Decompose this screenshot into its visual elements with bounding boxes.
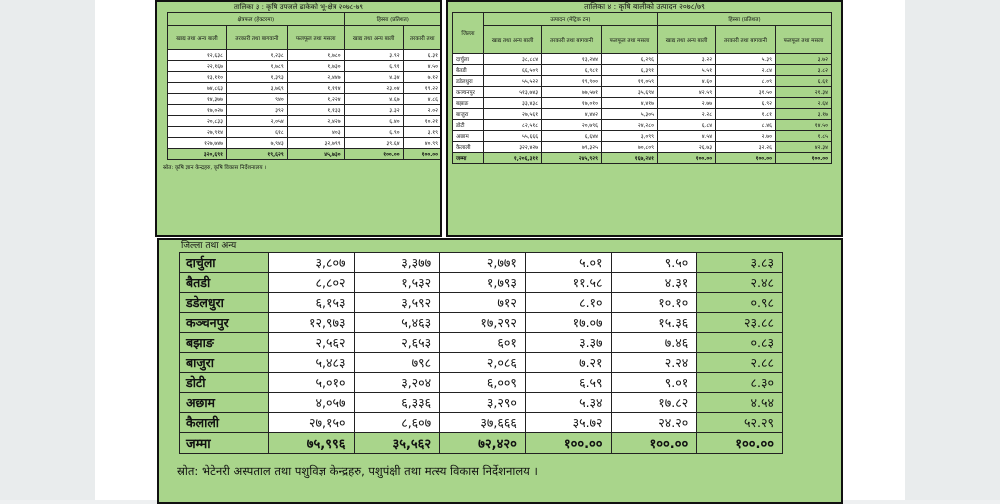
- table-cell: ४.६०: [657, 76, 715, 87]
- table-cell: ७.४६: [611, 333, 697, 353]
- table-cell: ३.८३: [697, 253, 783, 273]
- table-cell: ६०१: [440, 333, 526, 353]
- table-cell: ६,१५३: [268, 293, 354, 313]
- table-cell: कैलाली: [453, 142, 484, 153]
- table3-col3: फलफूल तथा मसला: [287, 26, 344, 50]
- table5-cut-header: जिल्ला तथा अन्य: [181, 241, 237, 251]
- table-cell: ८.४६: [716, 120, 776, 131]
- table4-caption: तालिका ४ : कृषि बालीको उत्पादन २०७८/७९: [584, 2, 705, 11]
- table-cell: ४.५४: [657, 131, 715, 142]
- table-cell: १७,२९२: [440, 313, 526, 333]
- table-cell: ३७,६६६: [440, 413, 526, 433]
- table-cell: ९.५०: [611, 253, 697, 273]
- table-cell: ५.३४: [525, 393, 611, 413]
- table-cell: २३.८८: [697, 313, 783, 333]
- table-cell: जम्मा: [180, 433, 269, 454]
- table-row: [168, 116, 442, 127]
- table-cell: १०.१०: [611, 293, 697, 313]
- table-row: [453, 142, 832, 153]
- table-cell: बाजुरा: [453, 109, 484, 120]
- table-cell: ०.८३: [697, 333, 783, 353]
- table-cell: ९४०: [227, 94, 288, 105]
- table3-group-left: क्षेत्रफल (हेक्टरमा): [168, 13, 345, 26]
- table-cell: ६,६४४: [542, 131, 602, 142]
- table-cell: १०.२१: [403, 116, 441, 127]
- table-cell: १७,०१०: [542, 98, 602, 109]
- table-cell: बझाङ: [180, 333, 269, 353]
- table-row: [180, 293, 783, 313]
- table3-col2: तरकारी तथा बागवानी: [227, 26, 288, 50]
- table4-col3: फलफूल तथा मसला: [601, 26, 657, 54]
- table4-col0: जिल्ला: [453, 13, 484, 54]
- table4-total-row: [453, 153, 832, 164]
- table-cell: ३.२२: [657, 54, 715, 65]
- table-cell: ४.३४: [344, 72, 403, 83]
- table3-col5: तरकारी तथा: [403, 26, 441, 50]
- table-cell: ७२,४२०: [440, 433, 526, 454]
- table-cell: बाजुरा: [180, 353, 269, 373]
- table-cell: ४.३१: [611, 273, 697, 293]
- table-cell: ४,०५७: [268, 393, 354, 413]
- table-cell: बैतडी: [180, 273, 269, 293]
- table-row: [453, 131, 832, 142]
- table-cell: १,३९३: [227, 72, 288, 83]
- table4: [452, 12, 832, 164]
- table-row: [453, 87, 832, 98]
- table-cell: ५५,५२२: [483, 76, 541, 87]
- table-cell: ३९.६४: [344, 138, 403, 149]
- table-cell: २.०२: [403, 105, 441, 116]
- table-row: [168, 83, 442, 94]
- table-cell: २.४८: [697, 273, 783, 293]
- table-cell: ३५,६९४: [601, 87, 657, 98]
- table-cell: २.७७: [657, 98, 715, 109]
- table-cell: २.८४: [716, 65, 776, 76]
- table-cell: ५,३०५: [601, 109, 657, 120]
- table-row: [180, 413, 783, 433]
- table-cell: ६.६१: [775, 76, 831, 87]
- table-cell: २०,८३३: [168, 116, 227, 127]
- table3-total-row: [168, 149, 442, 160]
- table-cell: ८२,५१८: [483, 120, 541, 131]
- table-cell: ११,०५९: [601, 76, 657, 87]
- table4-col4: खाद्य तथा अन्य बाली: [657, 26, 715, 54]
- table-cell: ३.३७: [525, 333, 611, 353]
- table-cell: ८,८०२: [268, 273, 354, 293]
- table-cell: ६.८४: [657, 120, 715, 131]
- table-cell: ६.३१: [403, 50, 441, 61]
- table-cell: ३,२०४: [354, 373, 440, 393]
- table-cell: १.८५: [775, 131, 831, 142]
- table-cell: ५,४८३: [268, 353, 354, 373]
- table-cell: कञ्चनपुर: [453, 87, 484, 98]
- table-cell: अछाम: [453, 131, 484, 142]
- table-cell: ५.५१: [657, 65, 715, 76]
- table-cell: ३५,५६२: [354, 433, 440, 454]
- table3-caption: तालिका ३ : कृषि उपजले ढाकेको भू-क्षेत्र २०७८-७९: [233, 3, 364, 11]
- table-cell: ४२.५९: [657, 87, 715, 98]
- table-cell: ३,२९०: [440, 393, 526, 413]
- left-margin: [0, 0, 95, 500]
- table-cell: ७४,८६३: [168, 83, 227, 94]
- table-cell: ८.०९: [716, 76, 776, 87]
- table-cell: ५१३,७४३: [483, 87, 541, 98]
- table-cell: १२७,७४७: [168, 138, 227, 149]
- table-row: [168, 127, 442, 138]
- table-cell: डडेलधुरा: [180, 293, 269, 313]
- table-cell: १,२३८: [227, 50, 288, 61]
- table-row: [453, 109, 832, 120]
- table-cell: ५,०१०: [268, 373, 354, 393]
- table-cell: २७,१५०: [268, 413, 354, 433]
- table-cell: ७०,८०९: [601, 142, 657, 153]
- table-cell: ४२.३४: [775, 142, 831, 153]
- table-cell: २६.७३: [657, 142, 715, 153]
- table-cell: १३,११०: [168, 72, 227, 83]
- table-cell: ३.८२: [775, 65, 831, 76]
- table4-col6: फलफूल तथा मसला: [775, 26, 831, 54]
- table-cell: ६,२९६: [601, 54, 657, 65]
- table-cell: ३.३२: [344, 105, 403, 116]
- table-cell: ६.९०: [344, 127, 403, 138]
- table-cell: १७,०२७: [168, 105, 227, 116]
- table-cell: ५५,६६६: [483, 131, 541, 142]
- table-cell: २,४२७: [287, 116, 344, 127]
- table-cell: २.८८: [697, 353, 783, 373]
- table3: [167, 12, 442, 160]
- table4-col2: तरकारी तथा बागवानी: [542, 26, 602, 54]
- table-cell: १००.००: [525, 433, 611, 454]
- table-cell: २,०५४: [227, 116, 288, 127]
- table-cell: २.२४: [611, 353, 697, 373]
- table-cell: ७५,९९६: [268, 433, 354, 454]
- table4-col5: तरकारी तथा बागवानी: [716, 26, 776, 54]
- table-cell: १९.२२: [403, 83, 441, 94]
- table-cell: ७९८: [354, 353, 440, 373]
- table-cell: दार्चुला: [453, 54, 484, 65]
- table-cell: ६६,५०९: [483, 65, 541, 76]
- table3-col1: खाद्य तथा अन्य बाली: [168, 26, 227, 50]
- table-cell: २४,२८०: [601, 120, 657, 131]
- table-cell: ३२०,६९१: [168, 149, 227, 160]
- table-cell: १,७८९: [227, 61, 288, 72]
- table-cell: ३,३७७: [354, 253, 440, 273]
- table-cell: १,७३०: [287, 61, 344, 72]
- table-cell: ४.८६: [403, 94, 441, 105]
- table-cell: ४०.९९: [403, 138, 441, 149]
- table-cell: १००.००: [344, 149, 403, 160]
- table-row: [453, 98, 832, 109]
- table-cell: ७.२१: [525, 353, 611, 373]
- table-cell: ३.७२: [775, 54, 831, 65]
- table-cell: ५,४६३: [354, 313, 440, 333]
- table-cell: १७.०७: [525, 313, 611, 333]
- table-cell: १,२२४: [287, 94, 344, 105]
- table-cell: ३,५९२: [354, 293, 440, 313]
- table-cell: ४,४४२: [542, 109, 602, 120]
- table-row: [180, 273, 783, 293]
- table-cell: ६,३३६: [354, 393, 440, 413]
- table-cell: ६१८: [227, 127, 288, 138]
- table-cell: ६,९८१: [542, 65, 602, 76]
- table-cell: ३,८०७: [268, 253, 354, 273]
- table-cell: ६.९१: [344, 61, 403, 72]
- table-cell: १,७९३: [440, 273, 526, 293]
- table5-source: स्रोत: भेटेनरी अस्पताल तथा पशुविज्ञ केन्द्रहरु, पशुपंक्षी तथा मत्स्य विकास निर्देशनालय ।: [177, 464, 538, 478]
- table-cell: २.७०: [716, 131, 776, 142]
- table-cell: ३१.५०: [716, 87, 776, 98]
- table-cell: १२,६३८: [168, 50, 227, 61]
- table-cell: ३२२,४२७: [483, 142, 541, 153]
- table-cell: २४.२०: [611, 413, 697, 433]
- table-cell: ५.०१: [525, 253, 611, 273]
- table-cell: ३५.७२: [525, 413, 611, 433]
- table-cell: १५.३६: [611, 313, 697, 333]
- table-cell: १.८१: [716, 109, 776, 120]
- table-cell: १,११४: [287, 83, 344, 94]
- table-row: [168, 138, 442, 149]
- table-row: [180, 353, 783, 373]
- table-cell: ८.३०: [697, 373, 783, 393]
- table-cell: ७१२: [440, 293, 526, 313]
- table-cell: ६.९२: [716, 98, 776, 109]
- table-cell: २०,७९६: [542, 120, 602, 131]
- table-row: [168, 61, 442, 72]
- table-row: [168, 50, 442, 61]
- table-cell: २.६४: [775, 98, 831, 109]
- table-cell: ३.१७: [775, 109, 831, 120]
- table-cell: २४५,९२९: [542, 153, 602, 164]
- table5-total-row: [180, 433, 783, 454]
- table-cell: बैतडी: [453, 65, 484, 76]
- table-cell: ३.९२: [344, 50, 403, 61]
- table3-col4: खाद्य तथा अन्य बाली: [344, 26, 403, 50]
- table-cell: ३३,४३८: [483, 98, 541, 109]
- table-cell: १,२०६,३११: [483, 153, 541, 164]
- table-cell: ६,००९: [440, 373, 526, 393]
- table-cell: कैलाली: [180, 413, 269, 433]
- table-cell: २३.०४: [344, 83, 403, 94]
- table-cell: डोटी: [453, 120, 484, 131]
- table5-panel: [157, 238, 843, 504]
- table-cell: डोटी: [180, 373, 269, 393]
- table-cell: ३.१९: [403, 127, 441, 138]
- table5: [179, 252, 783, 454]
- table-cell: ४०३: [287, 127, 344, 138]
- table-cell: २७,९१४: [168, 127, 227, 138]
- table-cell: २,४४७: [287, 72, 344, 83]
- table-cell: १३,२४४: [542, 54, 602, 65]
- table-cell: १००.००: [657, 153, 715, 164]
- table-cell: ३२,७९९: [287, 138, 344, 149]
- table-cell: ९.०१: [611, 373, 697, 393]
- table-cell: २,७७१: [440, 253, 526, 273]
- table-cell: १९,९००: [542, 76, 602, 87]
- table-cell: ३८,८८४: [483, 54, 541, 65]
- table-row: [453, 54, 832, 65]
- table-row: [453, 65, 832, 76]
- table-cell: ७९,३२५: [542, 142, 602, 153]
- table-cell: १,७८०: [287, 50, 344, 61]
- table-cell: ४.५४: [697, 393, 783, 413]
- table-row: [180, 393, 783, 413]
- table-row: [180, 313, 783, 333]
- table-row: [168, 72, 442, 83]
- table-cell: ४.६७: [344, 94, 403, 105]
- table-row: [180, 373, 783, 393]
- table-cell: १,१३३: [287, 105, 344, 116]
- table-cell: ६.५९: [525, 373, 611, 393]
- table-cell: २७,५६१: [483, 109, 541, 120]
- table-cell: ५२.२९: [697, 413, 783, 433]
- table-cell: १९,६२९: [227, 149, 288, 160]
- table-cell: दार्चुला: [180, 253, 269, 273]
- table-row: [180, 333, 783, 353]
- table-cell: २,५६२: [268, 333, 354, 353]
- table-row: [168, 105, 442, 116]
- table-cell: ६.४०: [344, 116, 403, 127]
- table4-group-right: हिस्सा (प्रतिशत): [657, 13, 831, 26]
- table-cell: ०.९८: [697, 293, 783, 313]
- table3-panel: [155, 0, 442, 237]
- table-cell: कञ्चनपुर: [180, 313, 269, 333]
- table-cell: ३२.२६: [716, 142, 776, 153]
- table-row: [180, 253, 783, 273]
- table-cell: ४५,७३०: [287, 149, 344, 160]
- table-cell: १,५३२: [354, 273, 440, 293]
- table-cell: जम्मा: [453, 153, 484, 164]
- table-cell: ७.१२: [403, 72, 441, 83]
- table-cell: १००.००: [775, 153, 831, 164]
- table-cell: १७.८२: [611, 393, 697, 413]
- table-cell: १००.००: [611, 433, 697, 454]
- table-cell: १४.५०: [775, 120, 831, 131]
- table-cell: १४,३७७: [168, 94, 227, 105]
- table-row: [453, 76, 832, 87]
- table3-group-right: हिस्सा (प्रतिशत): [344, 13, 441, 26]
- table-cell: ७,९४३: [227, 138, 288, 149]
- table-cell: २.२८: [657, 109, 715, 120]
- table-cell: ८.१०: [525, 293, 611, 313]
- table-cell: १००.००: [716, 153, 776, 164]
- table-cell: ४.५०: [403, 61, 441, 72]
- table-cell: डडेलधुरा: [453, 76, 484, 87]
- table-cell: बझाङ: [453, 98, 484, 109]
- table-cell: २२,१६७: [168, 61, 227, 72]
- table-cell: २१.३४: [775, 87, 831, 98]
- table-row: [453, 120, 832, 131]
- table-cell: अछाम: [180, 393, 269, 413]
- table-cell: ५.३९: [716, 54, 776, 65]
- table-cell: ३,७६९: [227, 83, 288, 94]
- table-cell: १००.००: [697, 433, 783, 454]
- table4-group-left: उत्पादन (मेट्रिक टन): [483, 13, 657, 26]
- right-margin: [905, 0, 1000, 500]
- table4-panel: [446, 0, 843, 237]
- table-cell: ११.५८: [525, 273, 611, 293]
- table3-source: स्रोत: कृषि ज्ञान केन्द्रहरु, कृषि विकास निर्देशनालय ।: [163, 165, 267, 171]
- table-cell: ३९२: [227, 105, 288, 116]
- table-cell: १६७,२४१: [601, 153, 657, 164]
- table4-col1: खाद्य तथा अन्य बाली: [483, 26, 541, 54]
- table-cell: ७७,५७१: [542, 87, 602, 98]
- table-cell: ६,३९१: [601, 65, 657, 76]
- table-cell: १००.००: [403, 149, 441, 160]
- table-row: [168, 94, 442, 105]
- table-cell: २,०८६: [440, 353, 526, 373]
- table-cell: ३,०९९: [601, 131, 657, 142]
- table-cell: ८,६०७: [354, 413, 440, 433]
- table-cell: २,६५३: [354, 333, 440, 353]
- table-cell: १२,९७३: [268, 313, 354, 333]
- table-cell: ४,४१७: [601, 98, 657, 109]
